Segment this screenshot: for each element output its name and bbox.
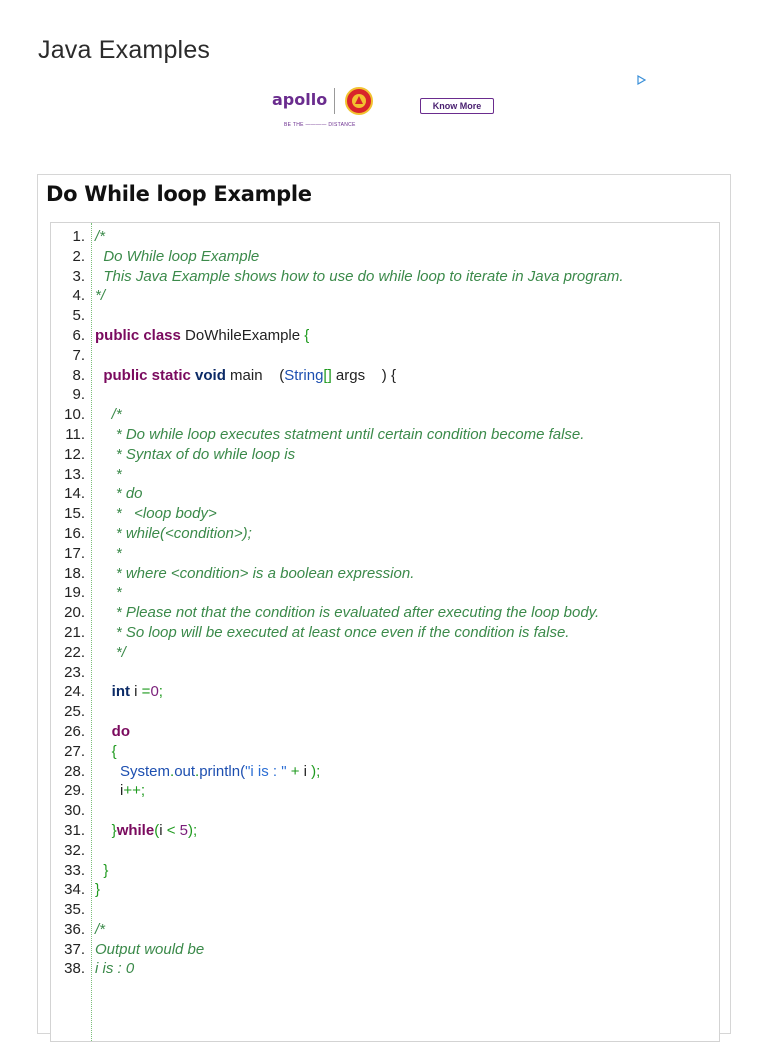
- code-token: [95, 821, 197, 841]
- code-token: Do While loop Example: [95, 247, 260, 265]
- adchoices-icon[interactable]: [636, 75, 646, 85]
- club-crest-icon: [344, 86, 374, 116]
- code-token: * where <condition> is a boolean expression.: [95, 564, 415, 582]
- code-token: +: [286, 762, 304, 780]
- code-line-23: [51, 663, 719, 683]
- code-token: =: [141, 683, 151, 701]
- code-token: [95, 781, 145, 801]
- code-line-8: [51, 366, 719, 386]
- line-number: 8.: [72, 366, 85, 384]
- code-line-5: [51, 306, 719, 326]
- code-token: i: [303, 762, 312, 780]
- ad-tagline: BE THE ———— DISTANCE: [284, 122, 356, 128]
- line-number: 25.: [64, 703, 85, 721]
- code-line-3: [51, 267, 719, 287]
- line-number: 33.: [64, 861, 85, 879]
- line-number: 13.: [64, 465, 85, 483]
- code-token: * So loop will be executed at least once even if the condition is false.: [95, 623, 570, 641]
- code-token: while: [116, 821, 155, 839]
- code-token: * while(<condition>);: [95, 524, 252, 542]
- code-token: 0: [150, 683, 159, 701]
- code-token: /*: [95, 920, 106, 938]
- code-line-20: [51, 603, 719, 623]
- code-line-4: [51, 286, 719, 306]
- code-token: .: [195, 762, 200, 780]
- code-token: void: [190, 366, 226, 384]
- code-line-15: [51, 504, 719, 524]
- example-card: [37, 174, 731, 1034]
- code-token: * <loop body>: [95, 505, 217, 523]
- line-number: 20.: [64, 604, 85, 622]
- line-number: 16.: [64, 524, 85, 542]
- code-token: }: [95, 821, 117, 839]
- line-number: 32.: [64, 841, 85, 859]
- code-token: System: [95, 762, 171, 780]
- line-number: 7.: [72, 346, 85, 364]
- code-token: );: [187, 821, 198, 839]
- line-number: 10.: [64, 406, 85, 424]
- code-token: * do: [95, 485, 143, 503]
- code-line-14: [51, 484, 719, 504]
- line-number: 27.: [64, 742, 85, 760]
- code-token: DoWhileExample: [180, 326, 305, 344]
- line-number: 19.: [64, 584, 85, 602]
- code-line-6: [51, 326, 719, 346]
- code-line-2: [51, 247, 719, 267]
- code-token: ;: [158, 683, 163, 701]
- line-number: 1.: [72, 228, 85, 245]
- code-token: * Do while loop executes statment until certain condition become false.: [95, 425, 585, 443]
- code-token: /*: [95, 406, 122, 424]
- code-token: }: [95, 861, 109, 879]
- code-block: [50, 222, 720, 1042]
- code-token: *: [95, 465, 122, 483]
- code-token: String: [284, 366, 324, 384]
- code-token: []: [323, 366, 332, 384]
- code-token: {: [95, 742, 117, 760]
- code-token: [95, 326, 309, 346]
- line-number: 22.: [64, 643, 85, 661]
- line-number: 18.: [64, 564, 85, 582]
- code-token: public class: [95, 326, 181, 344]
- code-line-33: [51, 861, 719, 881]
- line-number: 23.: [64, 663, 85, 681]
- code-token: [95, 762, 320, 782]
- line-number: 24.: [64, 683, 85, 701]
- code-line-32: [51, 841, 719, 861]
- code-line-17: [51, 544, 719, 564]
- code-token: );: [311, 762, 321, 780]
- code-line-16: [51, 524, 719, 544]
- code-token: */: [95, 643, 126, 661]
- code-line-36: [51, 920, 719, 940]
- line-number: 31.: [64, 821, 85, 839]
- code-line-38: [51, 959, 719, 979]
- line-number: 14.: [64, 485, 85, 503]
- code-line-10: [51, 405, 719, 425]
- line-number: 5.: [72, 307, 85, 325]
- know-more-button[interactable]: Know More: [420, 98, 494, 114]
- line-number: 28.: [64, 762, 85, 780]
- line-number: 9.: [72, 386, 85, 404]
- code-line-31: [51, 821, 719, 841]
- line-number: 36.: [64, 920, 85, 938]
- code-token: 5: [175, 821, 188, 839]
- code-line-29: [51, 781, 719, 801]
- code-token: i is : 0: [95, 960, 135, 978]
- code-token: i: [130, 683, 142, 701]
- code-token: * Syntax of do while loop is: [95, 445, 296, 463]
- ad-divider: [334, 88, 335, 114]
- line-number: 29.: [64, 782, 85, 800]
- line-number: 15.: [64, 505, 85, 523]
- code-line-28: [51, 762, 719, 782]
- code-line-34: [51, 880, 719, 900]
- code-line-19: [51, 583, 719, 603]
- line-number: 37.: [64, 940, 85, 958]
- ad-banner[interactable]: [260, 78, 660, 134]
- code-line-11: [51, 425, 719, 445]
- line-number: 17.: [64, 544, 85, 562]
- code-token: Output would be: [95, 940, 205, 958]
- line-number: 4.: [72, 287, 85, 305]
- page-title: Java Examples: [38, 36, 211, 64]
- code-token: public static: [95, 366, 191, 384]
- line-number: 11.: [65, 425, 85, 443]
- line-number: 38.: [64, 960, 85, 978]
- code-line-35: [51, 900, 719, 920]
- line-number: 30.: [64, 802, 85, 820]
- line-number: 12.: [64, 445, 85, 463]
- code-token: "i is : ": [245, 762, 287, 780]
- code-token: [95, 682, 163, 702]
- code-line-30: [51, 801, 719, 821]
- code-token: do: [95, 722, 130, 740]
- line-number: 34.: [64, 881, 85, 899]
- code-token: int: [95, 683, 130, 701]
- code-line-22: [51, 643, 719, 663]
- code-token: }: [95, 881, 101, 899]
- line-number: 6.: [72, 326, 85, 344]
- apollo-logo: apollo: [272, 90, 328, 109]
- code-line-24: [51, 682, 719, 702]
- code-token: *: [95, 584, 122, 602]
- code-token: *: [95, 544, 122, 562]
- code-line-9: [51, 385, 719, 405]
- code-token: This Java Example shows how to use do while loop to iterate in Java program.: [95, 267, 624, 285]
- code-line-27: [51, 742, 719, 762]
- code-line-13: [51, 465, 719, 485]
- code-token: ++;: [123, 782, 146, 800]
- code-token: i: [159, 821, 167, 839]
- code-token: [95, 366, 396, 386]
- line-number: 3.: [72, 267, 85, 285]
- code-token: (: [154, 821, 160, 839]
- code-token: main (: [225, 366, 285, 384]
- code-token: * Please not that the condition is evaluated after executing the loop body.: [95, 604, 600, 622]
- code-token: args ) {: [331, 366, 396, 384]
- code-line-7: [51, 346, 719, 366]
- line-number: 26.: [64, 722, 85, 740]
- line-number: 35.: [64, 901, 85, 919]
- code-token: out: [174, 762, 196, 780]
- code-line-21: [51, 623, 719, 643]
- code-token: println(: [199, 762, 246, 780]
- code-token: /*: [95, 228, 106, 245]
- code-token: {: [304, 326, 310, 344]
- code-line-37: [51, 940, 719, 960]
- code-line-25: [51, 702, 719, 722]
- code-token: i: [95, 782, 124, 800]
- code-token: */: [95, 287, 106, 305]
- code-line-26: [51, 722, 719, 742]
- code-line-18: [51, 564, 719, 584]
- line-number: 2.: [72, 247, 85, 265]
- code-line-12: [51, 445, 719, 465]
- code-token: <: [166, 821, 176, 839]
- card-title: Do While loop Example: [46, 182, 312, 206]
- code-token: .: [170, 762, 175, 780]
- code-line-1: [51, 227, 719, 247]
- line-number: 21.: [64, 623, 85, 641]
